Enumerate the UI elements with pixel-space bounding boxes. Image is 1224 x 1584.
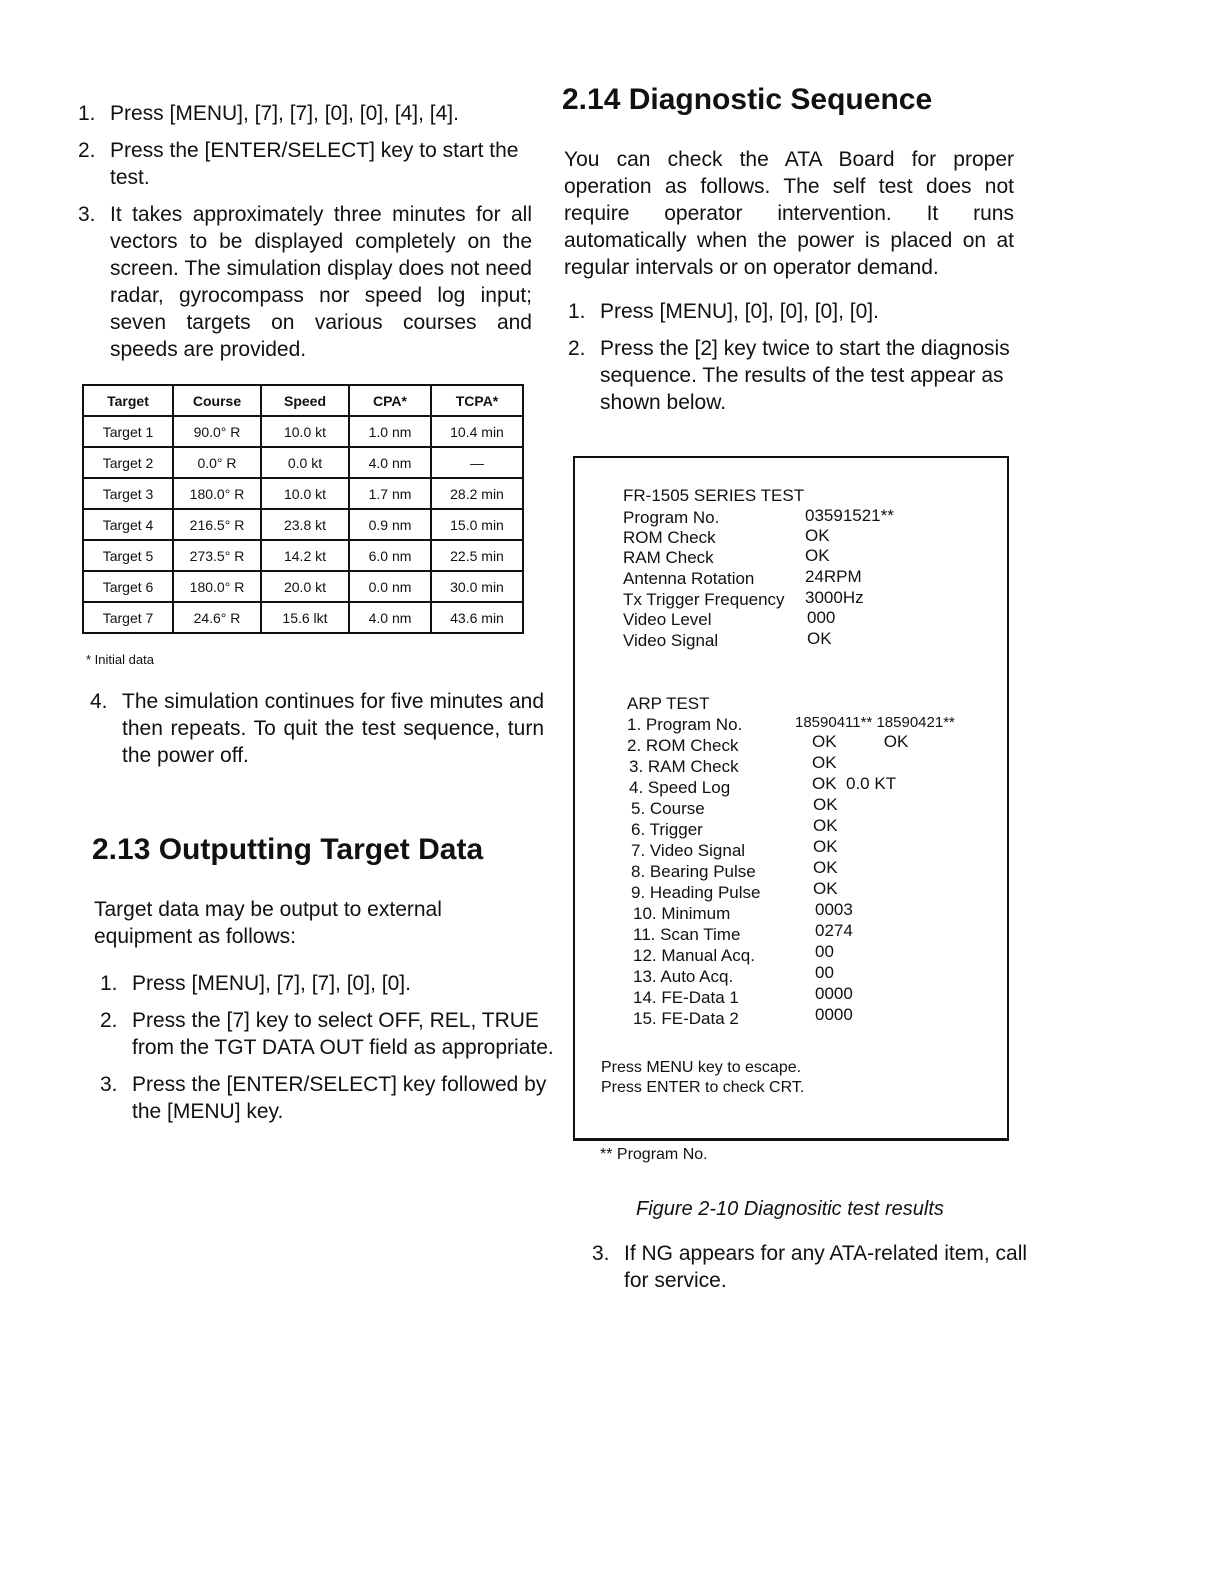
row-value: 0000 [815, 1005, 853, 1024]
row-value: OK [805, 546, 830, 565]
section-2-13-steps [94, 970, 554, 1135]
list-item: 2. Press the [2] key twice to start the diagnosis sequence. The results of the test appear as shown below. [568, 337, 1010, 414]
table-header-row [83, 385, 523, 416]
row-value: 18590411** 18590421** [795, 714, 955, 731]
table-row [83, 509, 523, 540]
table-row [83, 478, 523, 509]
table-row [83, 416, 523, 447]
cell: Target 3 [83, 478, 173, 509]
row-label: RAM Check [623, 548, 714, 567]
col-header-tcpa: TCPA* [431, 385, 523, 416]
cell: 15.0 min [431, 509, 523, 540]
cell: 10.0 kt [261, 478, 349, 509]
list-item: 1. Press [MENU], [7], [7], [0], [0], [4], [4]. [78, 102, 459, 125]
table-row [83, 602, 523, 633]
row-label: 14. FE-Data 1 [633, 988, 739, 1007]
series-title: FR-1505 SERIES TEST [623, 486, 805, 505]
cell: 10.4 min [431, 416, 523, 447]
section-2-14-title: 2.14 Diagnostic Sequence [562, 83, 933, 116]
table-row [83, 447, 523, 478]
cell: Target 1 [83, 416, 173, 447]
row-label: 15. FE-Data 2 [633, 1009, 739, 1028]
cell: Target 7 [83, 602, 173, 633]
row-label: 10. Minimum [633, 904, 731, 923]
cell: 22.5 min [431, 540, 523, 571]
row-label: 13. Auto Acq. [633, 967, 734, 986]
cell: 23.8 kt [261, 509, 349, 540]
cell: 4.0 nm [349, 602, 431, 633]
cell: 180.0° R [173, 478, 261, 509]
cell: 1.7 nm [349, 478, 431, 509]
cell: 10.0 kt [261, 416, 349, 447]
row-label: 7. Video Signal [631, 841, 746, 860]
row-label: 6. Trigger [631, 820, 703, 839]
row-label: 12. Manual Acq. [633, 946, 755, 965]
arp-title: ARP TEST [627, 694, 710, 713]
diagnostic-screen-box [573, 456, 1009, 1141]
row-value: 0003 [815, 900, 853, 919]
cell: Target 4 [83, 509, 173, 540]
cell: 28.2 min [431, 478, 523, 509]
row-value: 00 [815, 942, 834, 961]
cell: 15.6 lkt [261, 602, 349, 633]
row-value: OK [813, 858, 838, 877]
row-value: OK 0.0 KT [812, 774, 897, 793]
section-2-14-steps [562, 298, 1022, 426]
row-value: OK [813, 879, 838, 898]
table-row [83, 540, 523, 571]
row-value: 3000Hz [805, 588, 864, 607]
list-item: 3. Press the [ENTER/SELECT] key followed by the [MENU] key. [100, 1073, 547, 1123]
row-label: Program No. [623, 508, 720, 527]
row-label: 3. RAM Check [629, 757, 739, 776]
row-value: OK [813, 816, 838, 835]
cell: 1.0 nm [349, 416, 431, 447]
cell: 6.0 nm [349, 540, 431, 571]
cell: 90.0° R [173, 416, 261, 447]
col-header-speed: Speed [261, 385, 349, 416]
col-header-course: Course [173, 385, 261, 416]
cell: Target 5 [83, 540, 173, 571]
cell: 0.0° R [173, 447, 261, 478]
step4-list [84, 688, 544, 779]
row-value: 24RPM [805, 567, 862, 586]
row-label: Tx Trigger Frequency [623, 590, 785, 609]
cell: Target 6 [83, 571, 173, 602]
cell: 30.0 min [431, 571, 523, 602]
list-item: 2. Press the [ENTER/SELECT] key to start the test. [78, 139, 519, 189]
row-label: 9. Heading Pulse [631, 883, 761, 902]
row-label: 11. Scan Time [633, 925, 741, 944]
row-value: 0000 [815, 984, 853, 1003]
table-footnote: * Initial data [86, 652, 154, 667]
section-2-14-step3 [586, 1240, 1046, 1304]
cell: 0.0 nm [349, 571, 431, 602]
col-header-target: Target [83, 385, 173, 416]
screen-footer-line-2: Press ENTER to check CRT. [601, 1079, 805, 1096]
list-item: 3. If NG appears for any ATA-related item, call for service. [592, 1242, 1028, 1292]
section-2-14-intro: You can check the ATA Board for proper operation as follows. The self test does not require operator intervention. It runs automatically when the power is placed on at regular intervals or on operator demand. [564, 148, 1014, 279]
col-header-cpa: CPA* [349, 385, 431, 416]
cell: 43.6 min [431, 602, 523, 633]
row-value: OK [807, 629, 832, 648]
list-item: 1. Press [MENU], [7], [7], [0], [0]. [100, 972, 411, 995]
figure-caption: Figure 2-10 Diagnositic test results [636, 1198, 944, 1220]
row-label: 5. Course [631, 799, 705, 818]
row-label: ROM Check [623, 528, 716, 547]
cell: 216.5° R [173, 509, 261, 540]
list-item: 4. The simulation continues for five minutes and then repeats. To quit the test sequence, turn the power off. [90, 690, 544, 767]
row-value: 0274 [815, 921, 853, 940]
screen-footer-line-1: Press MENU key to escape. [601, 1059, 802, 1076]
cell: 4.0 nm [349, 447, 431, 478]
row-label: 4. Speed Log [629, 778, 731, 797]
row-label: 1. Program No. [627, 715, 743, 734]
row-value: OK OK [812, 732, 909, 751]
row-value: 000 [807, 608, 836, 627]
section-2-13-title: 2.13 Outputting Target Data [92, 833, 484, 866]
row-value: 03591521** [805, 506, 894, 525]
screen-footnote: ** Program No. [600, 1146, 708, 1163]
row-label: Video Level [623, 610, 712, 629]
row-label: 8. Bearing Pulse [631, 862, 756, 881]
section-2-13-intro: Target data may be output to external equipment as follows: [94, 898, 442, 948]
row-value: 00 [815, 963, 834, 982]
cell: 20.0 kt [261, 571, 349, 602]
cell: 24.6° R [173, 602, 261, 633]
row-value: OK [812, 753, 837, 772]
list-item: 1. Press [MENU], [0], [0], [0], [0]. [568, 300, 879, 323]
cell: 0.9 nm [349, 509, 431, 540]
row-value: OK [805, 526, 830, 545]
cell: 273.5° R [173, 540, 261, 571]
cell: 0.0 kt [261, 447, 349, 478]
cell: 14.2 kt [261, 540, 349, 571]
row-label: Video Signal [623, 631, 719, 650]
row-value: OK [813, 837, 838, 856]
row-label: 2. ROM Check [627, 736, 739, 755]
cell: 180.0° R [173, 571, 261, 602]
table-row [83, 571, 523, 602]
row-value: OK [813, 795, 838, 814]
top-step-list [72, 100, 532, 373]
list-item: 2. Press the [7] key to select OFF, REL, TRUE from the TGT DATA OUT field as appropriate. [100, 1009, 554, 1059]
target-table [82, 384, 524, 634]
list-item: 3. It takes approximately three minutes for all vectors to be displayed completely on the screen. The simulation display does not need radar, gyrocompass nor speed log input; seven targets on various courses and speeds are provided. [78, 203, 532, 361]
cell: Target 2 [83, 447, 173, 478]
cell: — [431, 447, 523, 478]
row-label: Antenna Rotation [623, 569, 755, 588]
